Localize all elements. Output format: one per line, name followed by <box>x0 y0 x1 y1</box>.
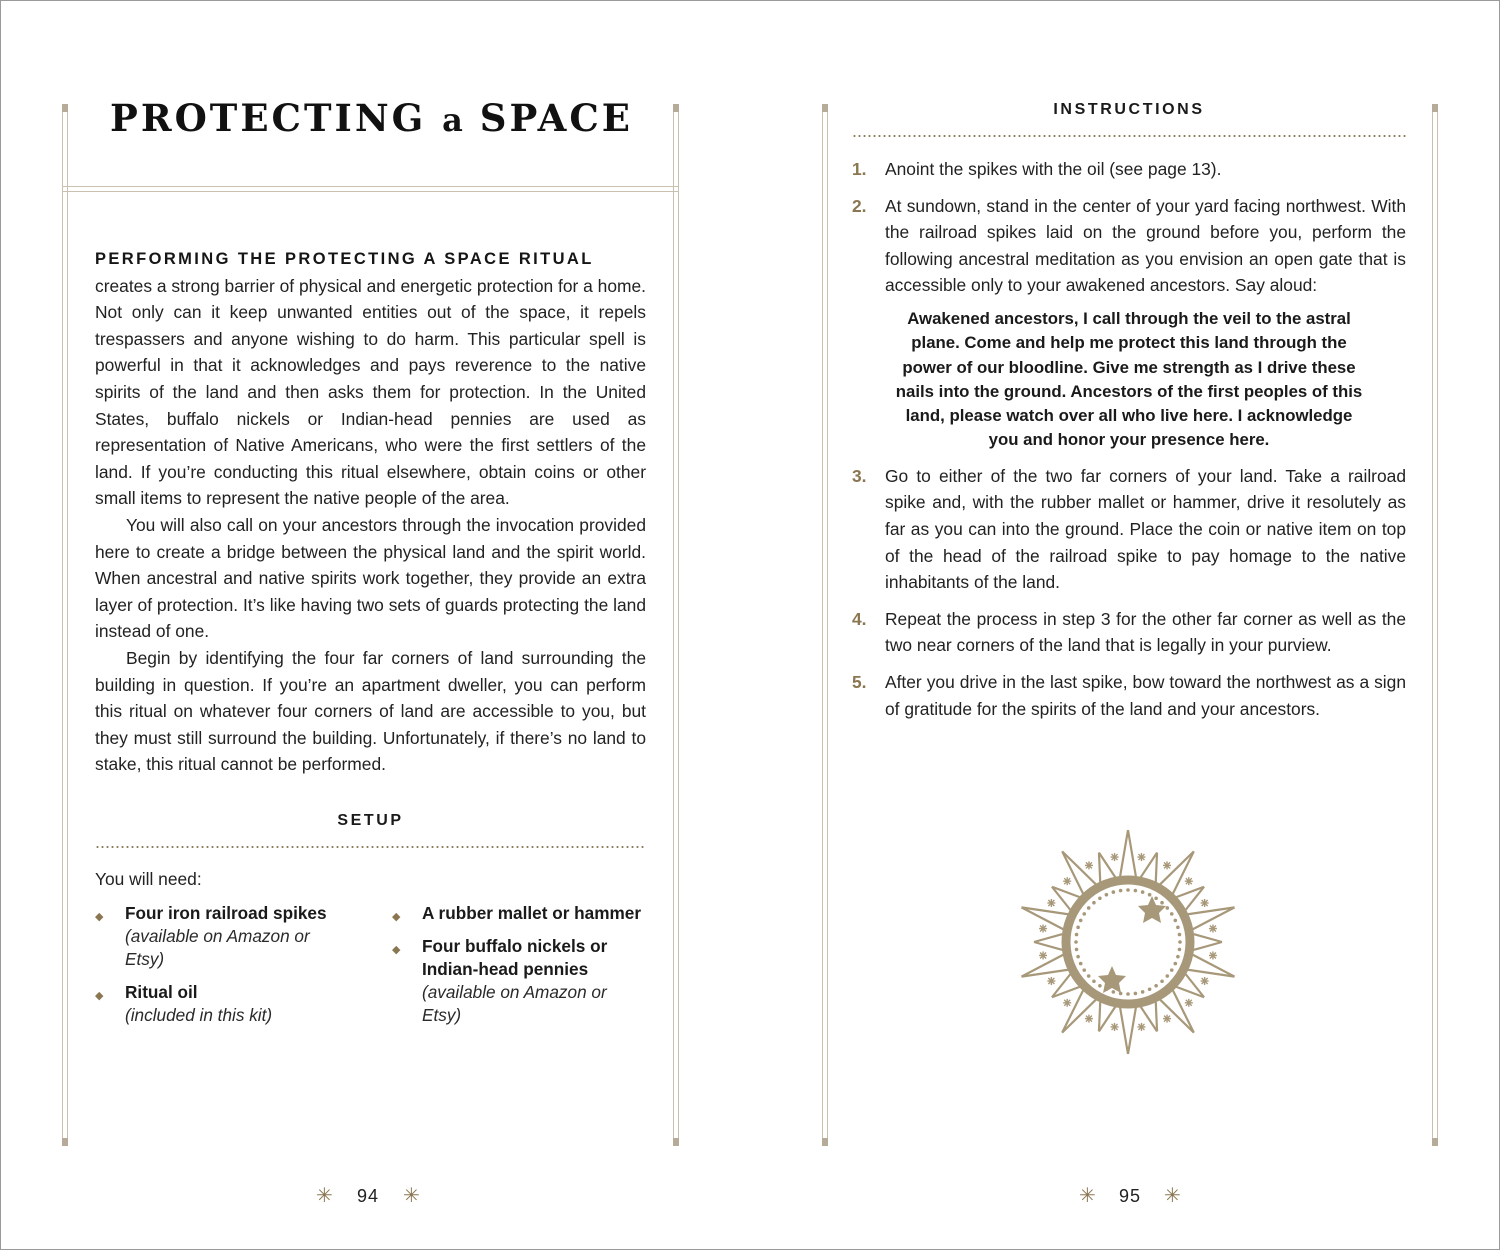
left-page-border-right <box>673 104 679 1146</box>
emblem-dot <box>1087 906 1091 910</box>
page-number-right: 95 <box>1119 1186 1142 1206</box>
emblem-ray <box>1034 942 1062 950</box>
page-number-left: 94 <box>357 1186 380 1206</box>
emblem-dot <box>1154 984 1158 988</box>
paragraph-2: You will also call on your ancestors through the invocation provided here to create a bridge between the physical land and the spirit world. When ancestral and native spirits work together, they provide an extra layer of protection. It’s like having two sets of guards protecting the land instead of one. <box>95 514 646 642</box>
emblem-ray <box>1099 1002 1100 1032</box>
folio-ornament-icon: ✳ <box>403 1185 420 1207</box>
intro-text <box>95 245 646 778</box>
emblem-dot <box>1165 906 1169 910</box>
supply-name: Four iron railroad spikes <box>125 903 327 923</box>
emblem-dot <box>1087 974 1091 978</box>
emblem-dot <box>1098 984 1102 988</box>
page-title <box>70 96 673 140</box>
emblem-dot <box>1076 926 1080 930</box>
setup-heading: SETUP <box>337 812 404 829</box>
emblem-ray <box>1173 990 1194 1032</box>
emblem-ray <box>1173 851 1194 893</box>
intro-paragraph <box>95 245 646 512</box>
step-number: 4. <box>852 608 867 629</box>
supply-item <box>392 902 654 925</box>
instruction-step <box>852 156 1406 183</box>
emblem-ray <box>1062 990 1083 1032</box>
supply-note: (available on Amazon or Etsy) <box>422 982 607 1025</box>
intro-paragraph-body: creates a strong barrier of physical and energetic protection for a home. Not only can it keep unwanted entities out of the space, it repels trespassers and anyone wishing to do harm. This particular spell is powerful in that it acknowledges and pays reverence to the native spirits of the land and then asks them for protection. In the United States, buffalo nickels or Indian-head pennies are used as representation of Native Americans, who were the first settlers of the land. If you’re conducting this ritual elsewhere, obtain coins or other small items to represent the native people of the area. <box>95 275 646 509</box>
title-word-small: a <box>442 101 464 139</box>
emblem-dot <box>1134 992 1138 996</box>
diamond-bullet-icon: ◆ <box>95 911 104 923</box>
supply-item <box>392 935 654 1027</box>
emblem-dot <box>1105 893 1109 897</box>
invocation-line: Awakened ancestors, I call through the veil to the astral <box>907 308 1351 328</box>
you-will-need-label: You will need: <box>95 869 202 889</box>
emblem-ray <box>1128 1008 1136 1054</box>
emblem-dot <box>1178 940 1182 944</box>
emblem-dot <box>1174 919 1178 923</box>
diamond-bullet-icon: ◆ <box>392 944 401 956</box>
supply-item <box>95 981 355 1027</box>
supply-note: (available on Amazon or Etsy) <box>125 926 310 969</box>
emblem-dot <box>1174 962 1178 966</box>
supply-name: Four buffalo nickels or Indian-head pennies <box>422 936 608 979</box>
step-number: 5. <box>852 671 867 692</box>
emblem-dot <box>1160 901 1164 905</box>
emblem-dot <box>1126 992 1130 996</box>
emblem-ray <box>1156 853 1157 883</box>
folio-ornament-icon: ✳ <box>1164 1185 1181 1207</box>
emblem-dot <box>1082 968 1086 972</box>
instruction-step <box>852 669 1406 722</box>
emblem-dot <box>1141 890 1145 894</box>
setup-dotted-divider <box>95 846 646 848</box>
emblem-dot <box>1092 979 1096 983</box>
instructions-dotted-divider <box>852 135 1406 137</box>
supply-item <box>95 902 355 971</box>
invocation-text <box>852 307 1406 453</box>
emblem-dot <box>1119 889 1123 893</box>
emblem-ray <box>1156 1002 1157 1032</box>
emblem-dot <box>1098 896 1102 900</box>
emblem-dot <box>1075 933 1079 937</box>
right-page-border-left <box>822 104 828 1146</box>
emblem-dot <box>1112 890 1116 894</box>
emblem-ray <box>1128 830 1136 876</box>
emblem-ray <box>1120 830 1128 876</box>
supply-name: Ritual oil <box>125 982 198 1002</box>
emblem-ray <box>1062 851 1083 893</box>
step-text: Go to either of the two far corners of your land. Take a railroad spike and, with the rubber mallet or hammer, drive it resolutely as far as you can into the ground. Place the coin or native item on top of the head of the railroad spike to pay homage to the native inhabitants of the land. <box>885 465 1406 593</box>
emblem-dot <box>1154 896 1158 900</box>
right-page-border-right <box>1432 104 1438 1146</box>
emblem-ray <box>1120 1008 1128 1054</box>
emblem-ray <box>1194 934 1222 942</box>
emblem-ray <box>1194 942 1222 950</box>
invocation-line: plane. Come and help me protect this land through the <box>911 333 1347 353</box>
emblem-dot <box>1141 990 1145 994</box>
step-number: 2. <box>852 195 867 216</box>
emblem-dot <box>1074 940 1078 944</box>
step-text: Repeat the process in step 3 for the other far corner as well as the two near corners of the land that is legally in your purview. <box>885 608 1406 656</box>
emblem-dot <box>1170 912 1174 916</box>
instructions-list <box>852 156 1406 732</box>
emblem-dot <box>1082 912 1086 916</box>
paragraph-3: Begin by identifying the four far corners of land surrounding the building in question. If you’re an apartment dweller, you can perform this ritual on whatever four corners of land are accessible to you, but they must still surround the building. Unfortunately, if there’s no land to stake, this ritual cannot be performed. <box>95 647 646 775</box>
title-word: PROTECTING <box>110 96 427 140</box>
instruction-step <box>852 606 1406 659</box>
supplies-column-1 <box>95 902 355 1037</box>
step-text: At sundown, stand in the center of your yard facing northwest. With the railroad spikes laid on the ground before you, perform the following ancestral meditation as you envision an open gate that is accessible only to your awakened ancestors. Say aloud: <box>885 195 1406 296</box>
emblem-ray <box>1034 934 1062 942</box>
emblem-dot <box>1170 968 1174 972</box>
instruction-step <box>852 463 1406 596</box>
emblem-ray <box>1099 853 1100 883</box>
title-word: SPACE <box>479 96 633 140</box>
folio-ornament-icon: ✳ <box>1079 1185 1096 1207</box>
emblem-dot <box>1134 889 1138 893</box>
title-underline-rule <box>63 186 678 192</box>
left-page-border-left <box>62 104 68 1146</box>
diamond-bullet-icon: ◆ <box>95 990 104 1002</box>
supplies-column-2 <box>392 902 654 1037</box>
emblem-dot <box>1079 962 1083 966</box>
emblem-dot <box>1092 901 1096 905</box>
invocation-line: nails into the ground. Ancestors of the first peoples of this <box>895 381 1363 401</box>
invocation-line: land, please watch over all who live here. I acknowledge <box>905 406 1353 426</box>
emblem-dot <box>1160 979 1164 983</box>
emblem-dot <box>1075 948 1079 952</box>
instruction-step <box>852 193 1406 453</box>
diamond-bullet-icon: ◆ <box>392 911 401 923</box>
emblem-dot <box>1176 955 1180 959</box>
emblem-dot <box>1126 888 1130 892</box>
folio-ornament-icon: ✳ <box>316 1185 333 1207</box>
emblem-dot <box>1112 990 1116 994</box>
emblem-dot <box>1148 988 1152 992</box>
emblem-dot <box>1076 955 1080 959</box>
emblem-dot <box>1178 948 1182 952</box>
emblem-dot <box>1176 926 1180 930</box>
emblem-dot <box>1178 933 1182 937</box>
supply-name: A rubber mallet or hammer <box>422 903 642 923</box>
instructions-heading: INSTRUCTIONS <box>1053 101 1205 118</box>
intro-lead-heading: PERFORMING THE PROTECTING A SPACE RITUAL <box>95 250 594 268</box>
step-number: 1. <box>852 159 867 179</box>
emblem-dot <box>1148 893 1152 897</box>
invocation-line: power of our bloodline. Give me strength as I drive these <box>902 357 1356 377</box>
sun-emblem-icon <box>1010 818 1250 1058</box>
step-number: 3. <box>852 465 867 486</box>
emblem-dot <box>1079 919 1083 923</box>
emblem-dot <box>1165 974 1169 978</box>
invocation-line: you and honor your presence here. <box>988 430 1270 450</box>
supply-note: (included in this kit) <box>125 1005 273 1025</box>
step-text: Anoint the spikes with the oil (see page 13). <box>885 159 1222 179</box>
step-text: After you drive in the last spike, bow toward the northwest as a sign of gratitude for the spirits of the land and your ancestors. <box>885 671 1406 719</box>
